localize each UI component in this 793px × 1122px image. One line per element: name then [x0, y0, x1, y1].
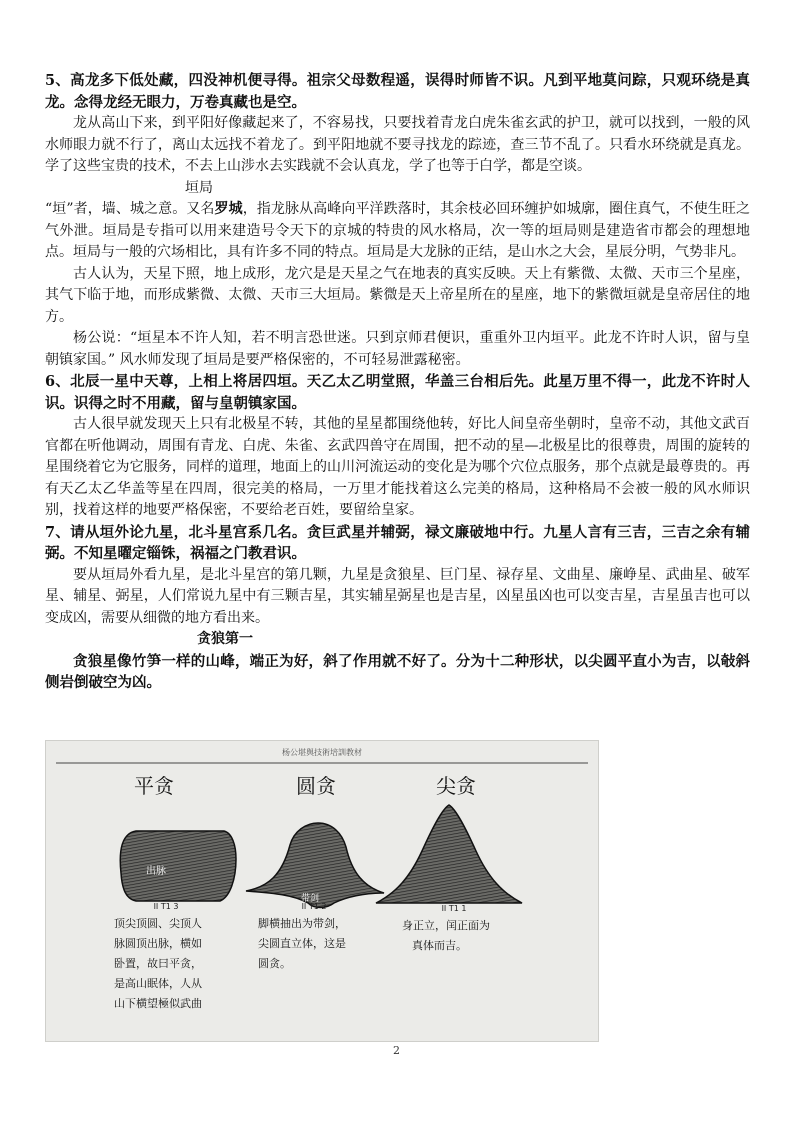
panel-1-caption-1: 顶尖顶圆、尖顶人: [114, 917, 202, 930]
section-5-title: 5、高龙多下低处藏，四没神机便寻得。祖宗父母数程遥，误得时师皆不识。凡到平地莫问踪，只观环绕是真龙。念得龙经无眼力，万卷真藏也是空。: [45, 72, 750, 111]
panel-1-mark: 出脉: [146, 866, 166, 877]
panel-1-caption-5: 山下横望極似武曲: [114, 997, 202, 1010]
heading-yuanju: 垣局: [185, 179, 213, 196]
panel-2-caption-2: 尖圆直立体，这是: [258, 937, 346, 950]
tanlang-figure: [45, 740, 599, 1042]
jian-tan-mountain: [376, 805, 522, 903]
panel-2-code: II T1 2: [301, 902, 327, 911]
section-7-title: 7、请从垣外论九星，北斗星宫系几名。贪巨武星并辅弼，禄文廉破地中行。九星人言有三吉，三吉之余有辅弼。不知星曜定锱铢，祸福之门教君识。: [45, 523, 750, 562]
panel-2-title: 圆贪: [296, 774, 336, 798]
section-6-title: 6、北辰一星中天尊，上相上将居四垣。天乙太乙明堂照，华盖三台相后先。此星万里不得一，此龙不许时人识。识得之时不用藏，留与皇朝镇家国。: [45, 373, 750, 412]
panel-3-caption-2: 真体而吉。: [412, 939, 467, 952]
panel-3-title: 尖贪: [436, 774, 476, 798]
yuanju-definition-post: ，指龙脉从高峰向平洋跌落时，其余枝必回环缠护如城廓，圈住真气，不使生旺之气外泄。垣局是专指可以用来建造号令天下的京城的特贵的风水格局，次一等的垣局则是建造省市都会的理想地点。垣局与一般的穴场相比，具有许多不同的特点。垣局是大龙脉的正结，是山水之大会，星辰分明，气势非凡。: [45, 201, 750, 260]
panel-1-caption-2: 脉圆顶出脉，横如: [114, 937, 202, 950]
section-5-body: 龙从高山下来，到平阳好像藏起来了，不容易找，只要找着青龙白虎朱雀玄武的护卫，就可以找到，一般的风水师眼力就不行了，离山太远找不着龙了。到平阳地就不要寻找龙的踪迹，查三节不乱了。只看水环绕就是真龙。学了这些宝贵的技术，不去上山涉水去实践就不会认真龙，学了也等于白学，都是空谈。: [45, 115, 750, 174]
panel-1-caption-4: 是高山眠体，人从: [114, 977, 202, 990]
tianxing-paragraph: 古人认为，天星下照，地上成形，龙穴是是天星之气在地表的真实反映。天上有紫微、太微、天市三个星座，其气下临于地，而形成紫微、太微、天市三大垣局。紫微是天上帝星所在的星座，地下的紫微垣就是皇帝居住的地方。: [45, 265, 750, 325]
panel-2-caption-3: 圆贪。: [258, 957, 291, 970]
panel-2-caption-1: 脚横抽出为带剑，: [258, 917, 346, 930]
figure-header: 杨公堪舆技術培訓教材: [282, 748, 362, 757]
yanggong-quote: 杨公说：“垣星本不许人知，若不明言恐世迷。只到京师君便识，重重外卫内垣平。此龙不许时人识，留与皇朝镇家国。” 风水师发现了垣局是要严格保密的，不可轻易泄露秘密。: [45, 330, 750, 368]
page-number: 2: [393, 1044, 400, 1057]
yuanju-definition-pre: “垣”者，墙、城之意。又名: [45, 201, 215, 217]
panel-1-caption-3: 卧置，故曰平贪，: [114, 957, 202, 970]
yuanju-definition: [45, 199, 750, 264]
tanlang-figure-svg: [46, 741, 598, 1041]
tanlang-description: 贪狼星像竹笋一样的山峰，端正为好，斜了作用就不好了。分为十二种形状，以尖圆平直小为吉，以敧斜侧岩倒破空为凶。: [45, 652, 750, 691]
panel-3-caption-1: 身正立，闰正面为: [402, 919, 490, 932]
document-body: [45, 70, 750, 694]
panel-2-mark: 带剑: [300, 894, 320, 904]
ping-tan-mountain: [120, 831, 236, 901]
panel-1-code: II T1 3: [153, 902, 179, 911]
section-6-body: 古人很早就发现天上只有北极星不转，其他的星星都围绕他转，好比人间皇帝坐朝时，皇帝不动，其他文武百官都在听他调动，周围有青龙、白虎、朱雀、玄武四兽守在周围，把不动的星—北极星比的很尊贵，周围的旋转的星围绕着它为它服务，同样的道理，地面上的山川河流运动的变化是为哪个穴位点服务，那个点就是最尊贵的。再有天乙太乙华盖等星在四周，很完美的格局，一万里才能找着这么完美的格局，这种格局不会被一般的风水师识别，找着这样的地要严格保密，不要给老百姓，要留给皇家。: [45, 416, 750, 518]
heading-tanlang: 贪狼第一: [197, 631, 253, 647]
panel-3-code: II T1 1: [441, 904, 467, 913]
panel-1-title: 平贪: [134, 774, 174, 798]
luocheng-term: 罗城: [214, 201, 243, 217]
section-7-body: 要从垣局外看九星，是北斗星宫的第几颗，九星是贪狼星、巨门星、禄存星、文曲星、廉峥星、武曲星、破军星、辅星、弼星，人们常说九星中有三颗吉星，其实辅星弼星也是吉星，凶星虽凶也可以变吉星，吉星虽吉也可以变成凶，需要从细微的地方看出来。: [45, 566, 750, 626]
